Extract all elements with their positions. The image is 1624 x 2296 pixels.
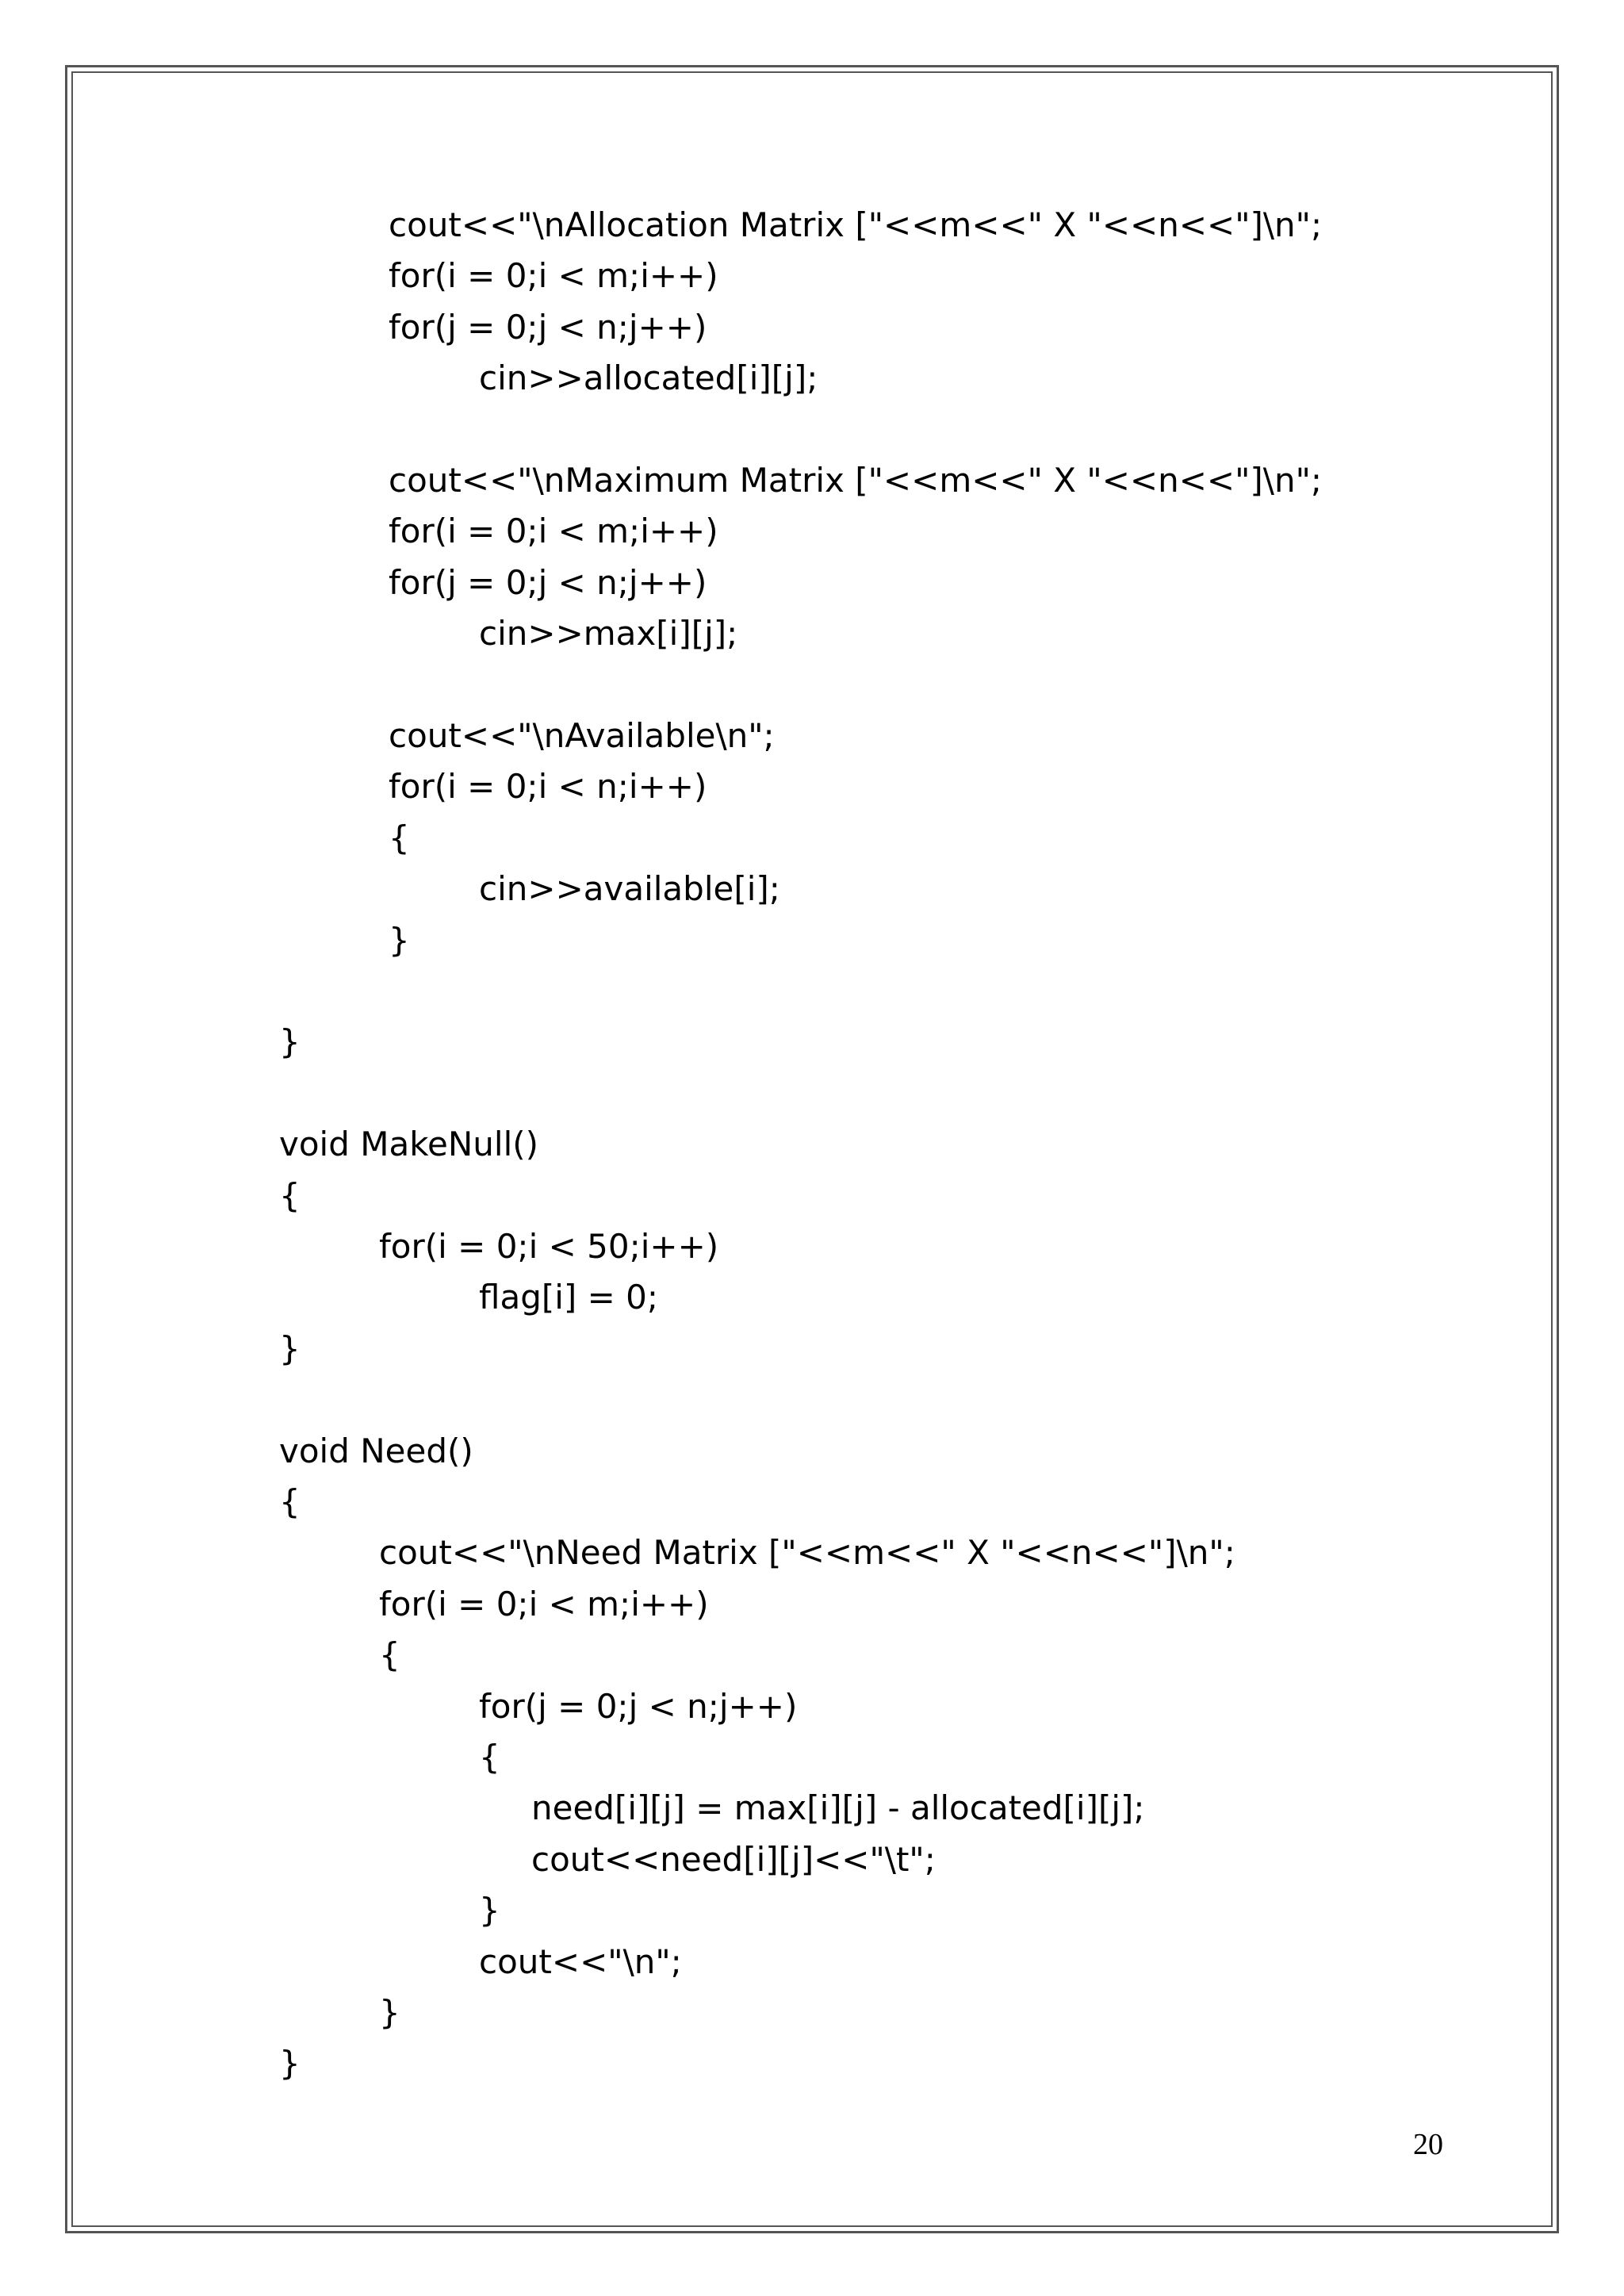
code-line: for(i = 0;i < m;i++) xyxy=(389,256,718,296)
code-line: cout<<"\n"; xyxy=(479,1941,682,1981)
code-line: for(j = 0;j < n;j++) xyxy=(389,562,707,602)
code-line: flag[i] = 0; xyxy=(479,1278,659,1317)
code-line: } xyxy=(279,1328,301,1368)
code-line: cout<<need[i][j]<<"\t"; xyxy=(531,1839,936,1879)
code-line: { xyxy=(479,1738,500,1777)
code-line: { xyxy=(389,818,410,857)
code-line: for(j = 0;j < n;j++) xyxy=(479,1686,798,1726)
code-line: cout<<"\nMaximum Matrix ["<<m<<" X "<<n<<"]\n"; xyxy=(389,461,1323,500)
code-line: void Need() xyxy=(279,1431,473,1470)
code-line: cin>>available[i]; xyxy=(479,869,780,909)
code-line: } xyxy=(279,1022,301,1062)
code-line: } xyxy=(479,1891,500,1930)
code-line: } xyxy=(379,1993,400,2032)
code-line: } xyxy=(279,2044,301,2083)
code-line: void MakeNull() xyxy=(279,1125,539,1164)
code-line: cout<<"\nNeed Matrix ["<<m<<" X "<<n<<"]\n"; xyxy=(379,1533,1235,1573)
page-number: 20 xyxy=(1413,2128,1443,2161)
code-line: } xyxy=(389,920,410,960)
code-line: for(i = 0;i < m;i++) xyxy=(389,512,718,551)
code-line: cin>>allocated[i][j]; xyxy=(479,358,818,398)
code-line: { xyxy=(279,1175,301,1215)
code-line: need[i][j] = max[i][j] - allocated[i][j]; xyxy=(531,1788,1145,1828)
code-line: for(i = 0;i < n;i++) xyxy=(389,767,707,807)
code-line: cin>>max[i][j]; xyxy=(479,614,738,654)
code-line: { xyxy=(279,1482,301,1521)
code-line: for(j = 0;j < n;j++) xyxy=(389,307,707,347)
code-line: for(i = 0;i < 50;i++) xyxy=(379,1227,719,1266)
code-line: cout<<"\nAvailable\n"; xyxy=(389,716,775,755)
code-line: for(i = 0;i < m;i++) xyxy=(379,1584,709,1623)
code-line: cout<<"\nAllocation Matrix ["<<m<<" X "<<n<<"]\n"; xyxy=(389,205,1323,244)
code-line: { xyxy=(379,1635,400,1675)
